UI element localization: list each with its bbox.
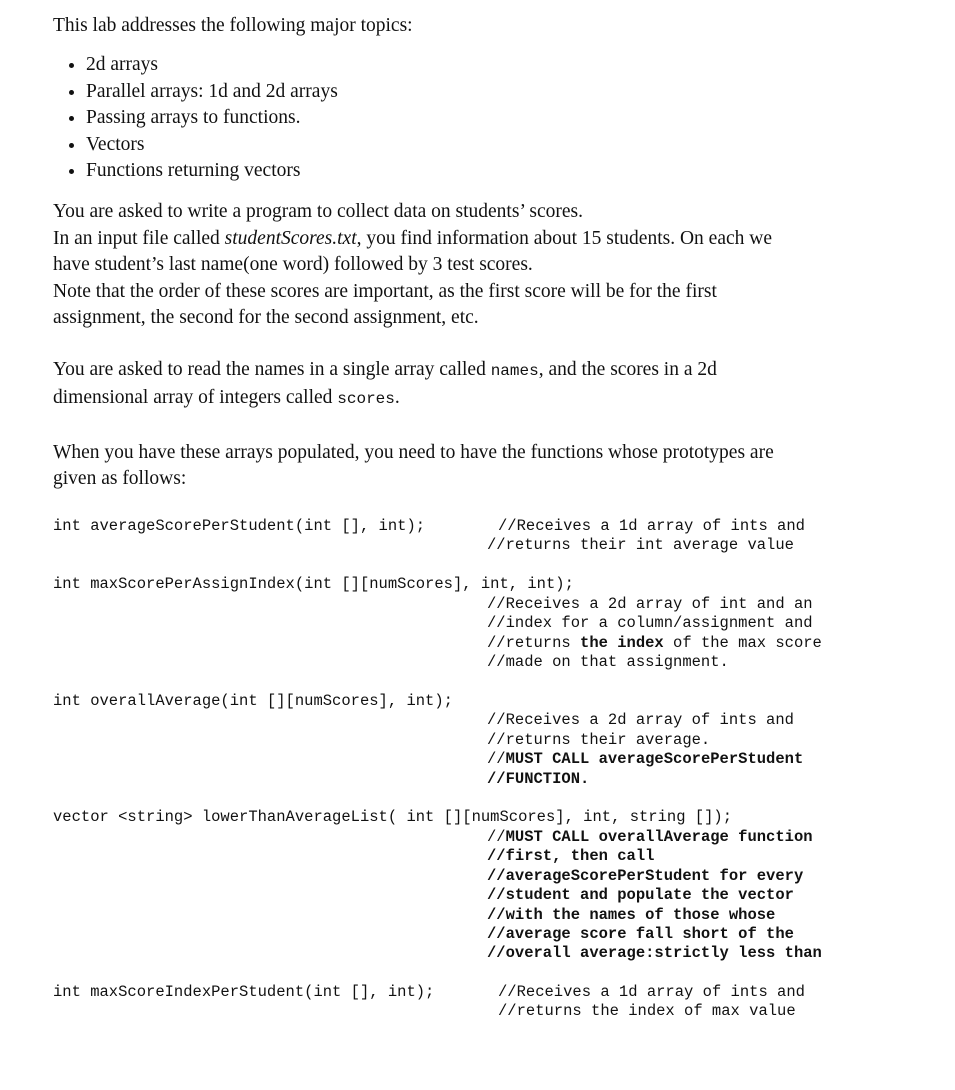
- list-item: • Passing arrays to functions.: [86, 105, 338, 132]
- code-comment: //averageScorePerStudent for every: [487, 867, 804, 885]
- code-comment: //returns their average.: [487, 731, 711, 749]
- text: , you find information about 15 students. On each we: [356, 228, 772, 249]
- code-comment: [487, 750, 803, 770]
- para2-line: [53, 357, 717, 385]
- code-comment: //average score fall short of the: [487, 925, 794, 943]
- para3-line: When you have these arrays populated, you need to have the functions whose prototypes are: [53, 442, 774, 463]
- function-signature: int overallAverage(int [][numScores], int);: [53, 692, 453, 710]
- code-comment: [487, 828, 813, 848]
- filename: studentScores.txt: [224, 228, 357, 249]
- function-signature: int maxScorePerAssignIndex(int [][numScores], int, int);: [53, 575, 574, 593]
- scores-variable: scores: [337, 390, 395, 408]
- emphasis: MUST CALL averageScorePerStudent: [505, 750, 804, 768]
- code-comment: //Receives a 2d array of int and an: [487, 595, 813, 613]
- code-comment: //index for a column/assignment and: [487, 614, 813, 632]
- emphasis: MUST CALL overallAverage function: [505, 828, 813, 846]
- code-comment: //FUNCTION.: [487, 770, 590, 788]
- code-comment: //made on that assignment.: [487, 653, 729, 671]
- text: dimensional array of integers called: [53, 387, 338, 408]
- para1-line: Note that the order of these scores are important, as the first score will be for the first: [53, 281, 717, 302]
- intro-text: This lab addresses the following major topics:: [53, 15, 413, 36]
- code-comment: //first, then call: [487, 847, 655, 865]
- function-signature: int averageScorePerStudent(int [], int);: [53, 517, 426, 535]
- code-comment: //returns the index of max value: [498, 1002, 796, 1020]
- para2-line: [53, 385, 400, 413]
- para1-line: have student’s last name(one word) followed by 3 test scores.: [53, 254, 533, 275]
- list-item: • Functions returning vectors: [86, 158, 338, 185]
- list-item: • 2d arrays: [86, 52, 338, 79]
- code-comment: //Receives a 1d array of ints and: [498, 517, 805, 535]
- list-item: • Vectors: [86, 132, 338, 159]
- code-comment: //overall average:strictly less than: [487, 944, 822, 962]
- code-comment: //student and populate the vector: [487, 886, 794, 904]
- code-comment: [487, 634, 822, 654]
- names-variable: names: [490, 362, 539, 380]
- topics-list: [53, 52, 338, 185]
- text: You are asked to read the names in a single array called: [53, 359, 491, 380]
- code-comment: //Receives a 1d array of ints and: [498, 983, 805, 1001]
- text: //: [487, 828, 506, 846]
- para1-line: assignment, the second for the second assignment, etc.: [53, 307, 479, 328]
- para1-line: [53, 226, 772, 253]
- text: of the max score: [663, 634, 822, 652]
- code-comment: //Receives a 2d array of ints and: [487, 711, 794, 729]
- para3-line: given as follows:: [53, 468, 187, 489]
- text: //: [487, 750, 506, 768]
- emphasis: the index: [580, 634, 664, 652]
- code-comment: //with the names of those whose: [487, 906, 776, 924]
- list-item: • Parallel arrays: 1d and 2d arrays: [86, 79, 338, 106]
- code-comment: //returns their int average value: [487, 536, 794, 554]
- function-signature: vector <string> lowerThanAverageList( int [][numScores], int, string []);: [53, 808, 733, 826]
- text: //returns: [487, 634, 581, 652]
- para1-line: You are asked to write a program to collect data on students’ scores.: [53, 201, 583, 222]
- text: .: [394, 387, 400, 408]
- function-signature: int maxScoreIndexPerStudent(int [], int);: [53, 983, 435, 1001]
- text: , and the scores in a 2d: [538, 359, 717, 380]
- text: In an input file called: [53, 228, 225, 249]
